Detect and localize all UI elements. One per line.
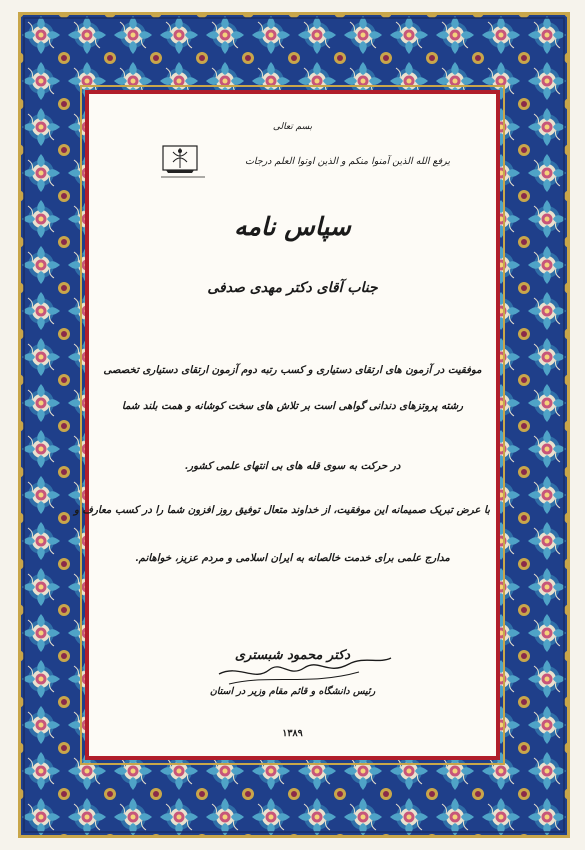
signer-title: رئیس دانشگاه و قائم مقام وزیر در استان bbox=[209, 686, 376, 697]
body-line: موفقیت در آزمون های ارتقای دستیاری و کسب رتبه دوم آزمون ارتقای دستیاری تخصصی bbox=[103, 364, 482, 376]
signer-name: دکتر محمود شبستری bbox=[234, 648, 351, 663]
issue-year: ۱۳۸۹ bbox=[282, 728, 303, 739]
body-line: مدارج علمی برای خدمت خالصانه به ایران اسلامی و مردم عزیز، خواهانم. bbox=[135, 552, 450, 564]
body-line: با عرض تبریک صمیمانه این موفقیت، از خداوند متعال توفیق روز افزون شما را در کسب معارف و bbox=[73, 504, 490, 516]
quran-verse: یرفع الله الذین آمنوا منکم و الذین اوتوا العلم درجات bbox=[244, 156, 450, 167]
body-line: رشته پروتزهای دندانی گواهی است بر تلاش های سخت کوشانه و همت بلند شما bbox=[121, 400, 464, 412]
certificate-body bbox=[73, 90, 500, 760]
recipient-name: جناب آقای دکتر مهدی صدفی bbox=[207, 280, 378, 296]
certificate-title: سپاس نامه bbox=[234, 212, 351, 241]
invocation-text: بسم تعالی bbox=[272, 122, 313, 132]
body-line: در حرکت به سوی قله های بی انتهای علمی کشور. bbox=[184, 460, 401, 472]
